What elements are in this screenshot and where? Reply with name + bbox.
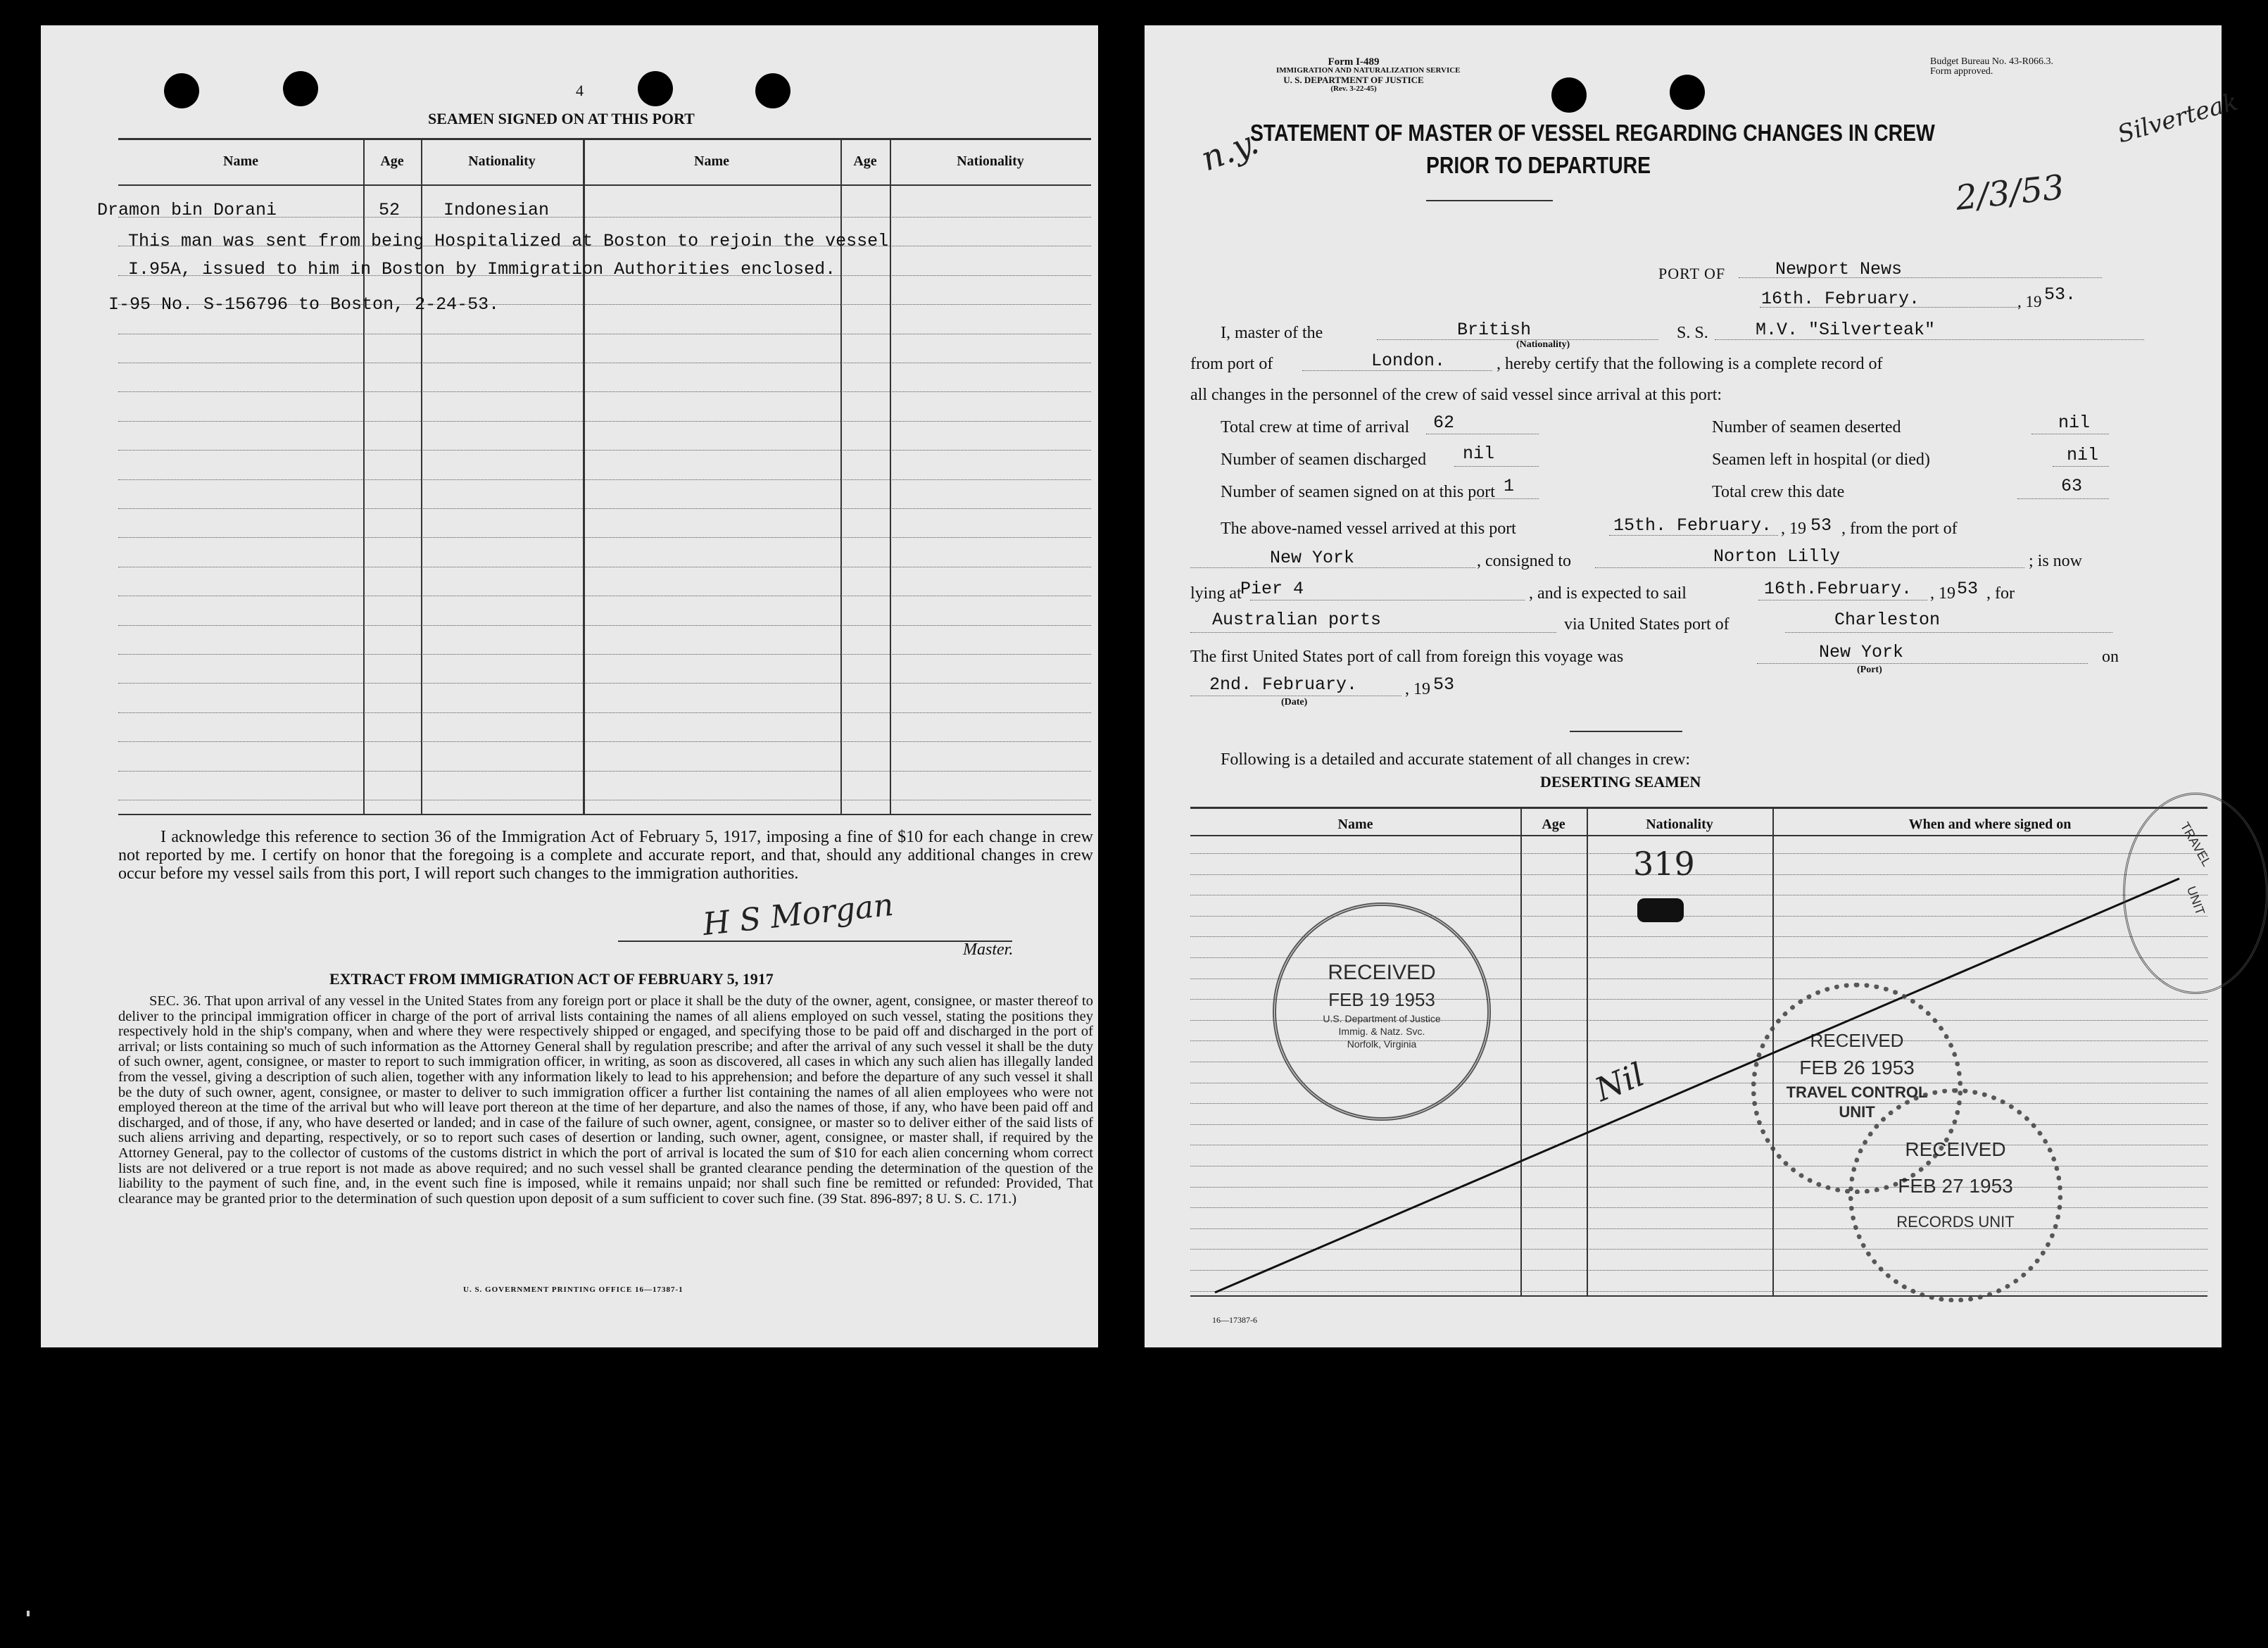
stat-label-total-date: Total crew this date [1712,483,1845,501]
stamp-date: FEB 26 1953 [1799,1057,1915,1078]
form-title-line-1: STATEMENT OF MASTER OF VESSEL REGARDING CHANGES IN CREW [1250,120,1935,146]
col-header-name: Name [223,153,258,169]
punch-hole [755,73,790,108]
col-header-age-2: Age [853,153,877,169]
nil-mark: Nil [1589,1055,1650,1109]
deserting-title: DESERTING SEAMEN [1540,773,1701,791]
table-row-rule [118,683,1091,684]
page-number: 4 [576,82,584,99]
stamp-location: Norfolk, Virginia [1347,1038,1417,1050]
nationality-value: British [1457,320,1532,340]
form-code: 16—17387-6 [1212,1315,1257,1325]
date-caption: (Date) [1281,697,1308,707]
for-label: , for [1986,584,2015,603]
form-title-line-2: PRIOR TO DEPARTURE [1426,152,1651,178]
expected-label: , and is expected to sail [1529,584,1687,603]
partial-stamp-edge [2123,793,2268,994]
first-port-value: New York [1819,642,1904,662]
stamp-received: RECEIVED [1328,961,1436,984]
annotation-number: 319 [1633,845,1695,883]
consigned-value: Norton Lilly [1713,546,1841,567]
following-text: Following is a detailed and accurate statement of all changes in crew: [1221,750,1691,769]
deserting-col-when-where: When and where signed on [1908,817,2072,832]
stamp-agency: U.S. Department of Justice [1323,1013,1441,1024]
sail-date: 16th.February. [1764,579,1913,599]
stamp-received: RECEIVED [1905,1138,2006,1160]
table-row-rule [118,479,1091,480]
table-row-rule [118,654,1091,655]
punch-hole [164,73,199,108]
stat-value-total-date: 63 [2061,476,2083,496]
form-agency: IMMIGRATION AND NATURALIZATION SERVICE [1276,66,1461,75]
master-signature: H S Morgan [701,886,895,943]
first-port-year-prefix: , 19 [1405,680,1430,698]
received-stamp-records-unit [1848,1088,2062,1302]
deserting-col-nationality: Nationality [1646,817,1713,832]
stamp-travel: TRAVEL [2177,819,2215,869]
table-row-rule [118,771,1091,772]
stamp-unit: TRAVEL CONTROL [1786,1083,1928,1101]
printing-office: U. S. GOVERNMENT PRINTING OFFICE 16—17387-1 [463,1285,683,1294]
stat-label-discharged: Number of seamen discharged [1221,451,1427,469]
acknowledgement-text: I acknowledge this reference to section 36 of the Immigration Act of February 5, 1917, imposing a fine of $10 for each change in crew not reported by me. I certify on honor that the foregoing is a complete and accurate report, and that, should any additional changes in crew occur before my vessel sails from this port, I will report such changes to the immigration authorities. [118,828,1093,883]
stat-value-signed-on: 1 [1504,476,1515,496]
punch-hole [283,71,318,106]
stat-value-total-arrival: 62 [1433,413,1455,433]
handwritten-ny: n.y. [1195,122,1264,180]
note-line-2: I.95A, issued to him in Boston by Immigration Authorities enclosed. [128,259,836,279]
vessel-name: M.V. "Silverteak" [1756,320,1936,340]
handwritten-date: 2/3/53 [1953,168,2067,218]
from-port-value: London. [1371,351,1446,371]
extract-title: EXTRACT FROM IMMIGRATION ACT OF FEBRUARY 5, 1917 [329,970,774,988]
table-header-rule [118,184,1091,186]
right-page [1145,25,2241,1347]
ss-label: S. S. [1677,324,1708,342]
on-label: on [2102,648,2119,666]
table-row-rule [118,508,1091,509]
budget-bureau: Budget Bureau No. 43-R066.3. [1930,56,2053,67]
deserting-col-name: Name [1337,817,1373,832]
arrived-year-prefix: , 19 [1781,520,1806,538]
lying-at-label: lying at [1190,584,1242,603]
sail-year-prefix: , 19 [1930,584,1955,603]
stamp-date: FEB 19 1953 [1328,989,1435,1010]
form-approved: Form approved. [1930,66,1993,77]
table-row-rule [118,712,1091,713]
note-line-3: I-95 No. S-156796 to Boston, 2-24-53. [108,294,500,315]
master-label: Master. [963,941,1014,959]
stamp-received: RECEIVED [1810,1030,1904,1051]
consigned-label: , consigned to [1477,552,1571,570]
table-row-rule [118,537,1091,538]
table-row-rule [118,450,1091,451]
col-header-nationality-2: Nationality [957,153,1024,169]
stat-value-hospital: nil [2067,445,2099,465]
stat-label-signed-on: Number of seamen signed on at this port [1221,483,1495,501]
seaman-nationality: Indonesian [443,200,550,220]
date-year: 53. [2044,284,2077,305]
arrived-year: 53 [1810,515,1832,536]
stamp-unit: RECORDS UNIT [1896,1213,2015,1231]
stat-label-total-arrival: Total crew at time of arrival [1221,418,1410,436]
date-year-prefix: , 19 [2017,293,2042,310]
seaman-age: 52 [379,200,401,220]
form-number: Form I-489 [1328,56,1380,68]
destination-value: Australian ports [1212,610,1382,630]
table-row-rule [118,625,1091,626]
first-port-text: The first United States port of call from foreign this voyage was [1190,648,1624,666]
lying-at-value: Pier 4 [1240,579,1304,599]
scan-artifact [27,1611,30,1616]
date-value: 16th. February. [1761,289,1920,309]
all-changes-text: all changes in the personnel of the crew of said vessel since arrival at this port: [1190,386,1722,404]
first-port-year: 53 [1433,674,1455,695]
is-now-text: ; is now [2029,552,2083,570]
stamp-service: Immig. & Natz. Svc. [1338,1026,1425,1037]
sail-year: 53 [1957,579,1979,599]
stat-value-deserted: nil [2058,413,2091,433]
stamp-unit: UNIT [2184,884,2208,917]
port-of-value: Newport News [1775,259,1903,279]
from-the-port-text: , from the port of [1841,520,1958,538]
received-stamp-norfolk [1273,902,1491,1121]
via-label: via United States port of [1564,615,1730,634]
certify-text: , hereby certify that the following is a complete record of [1497,355,1883,373]
table-row-rule [118,421,1091,422]
arrived-date: 15th. February. [1613,515,1772,536]
col-header-age: Age [380,153,404,169]
punch-hole [638,71,673,106]
signature-line [618,941,1012,942]
port-caption: (Port) [1857,665,1882,675]
stat-value-discharged: nil [1463,444,1495,464]
stamp-unit-2: UNIT [1839,1103,1875,1121]
section-title: SEAMEN SIGNED ON AT THIS PORT [428,110,695,127]
table-bottom-rule [118,814,1091,815]
via-port-value: Charleston [1834,610,1941,630]
from-the-port-value: New York [1270,548,1355,568]
col-header-name-2: Name [694,153,729,169]
handwritten-vessel: Silverteak [2114,87,2241,149]
deserting-col-age: Age [1542,817,1565,832]
master-of-label: I, master of the [1221,324,1323,342]
form-revision: (Rev. 3-22-45) [1330,84,1377,93]
stat-label-hospital: Seamen left in hospital (or died) [1712,451,1930,469]
extract-text: SEC. 36. That upon arrival of any vessel in the United States from any foreign port or place it shall be the duty of the owner, agent, consignee, or master thereof to deliver to the principal immigration officer in charge of the port of arrival lists containing the names of all aliens employed on such vessel, stating the positions they respectively hold in the ship's company, when and where they were respectively shipped or engaged, and specifying those to be paid off and discharged in the port of arrival; or lists containing so much of such information as the Attorney General shall by regulation prescribe; and after the arrival of any such vessel it shall be the duty of such owner, agent, consignee, or master to report to such immigration officer, in writing, as soon as discovered, all cases in which any such alien has illegally landed from the vessel, giving a description of such alien, together with any information likely to lead to his apprehension; and before the departure of any such vessel it shall be the duty of such owner, agent, consignee, or master to deliver to such immigration officer a further list containing the names of all alien employees who were not employed thereon at the time of the arrival but who will leave port thereon at the time of her departure, and also the names of those, if any, who have been paid off and discharged, and of those, if any, who have deserted or landed; and in case of the failure of such owner, agent, consignee, or master so to deliver either of the said lists of such aliens arriving and departing, respectively, or so to report such cases of desertion or landing, such owner, agent, consignee, or master shall, if required by the Attorney General, pay to the collector of customs of the customs district in which the port of arrival is located the sum of $10 for each alien concerning whom correct lists are not delivered or a true report is not made as above required; and no such vessel shall be granted clearance pending the determination of the question of the liability to the payment of such fine, and, in the event such fine is imposed, while it remains unpaid; nor shall such fine be remitted or refunded: Provided, That clearance may be granted prior to the determination of such question upon deposit of a sum sufficient to cover such fine. (39 Stat. 896-897; 8 U. S. C. 171.) [118,993,1093,1207]
table-row-rule [118,741,1091,742]
nationality-caption: (Nationality) [1516,339,1570,350]
port-of-label: PORT OF [1658,265,1726,282]
stamp-date: FEB 27 1953 [1898,1175,2013,1197]
left-page [41,25,1098,1347]
seaman-name: Dramon bin Dorani [97,200,277,220]
nil-strike-line [1145,25,2222,1347]
note-line-1: This man was sent from being Hospitalized at Boston to rejoin the vessel [128,231,889,251]
stat-label-deserted: Number of seamen deserted [1712,418,1901,436]
first-port-date: 2nd. February. [1209,674,1358,695]
arrived-text: The above-named vessel arrived at this port [1221,520,1516,538]
from-port-label: from port of [1190,355,1273,373]
table-row-rule [118,391,1091,392]
form-department: U. S. DEPARTMENT OF JUSTICE [1283,75,1424,85]
col-header-nationality: Nationality [468,153,536,169]
table-top-rule [118,138,1091,140]
